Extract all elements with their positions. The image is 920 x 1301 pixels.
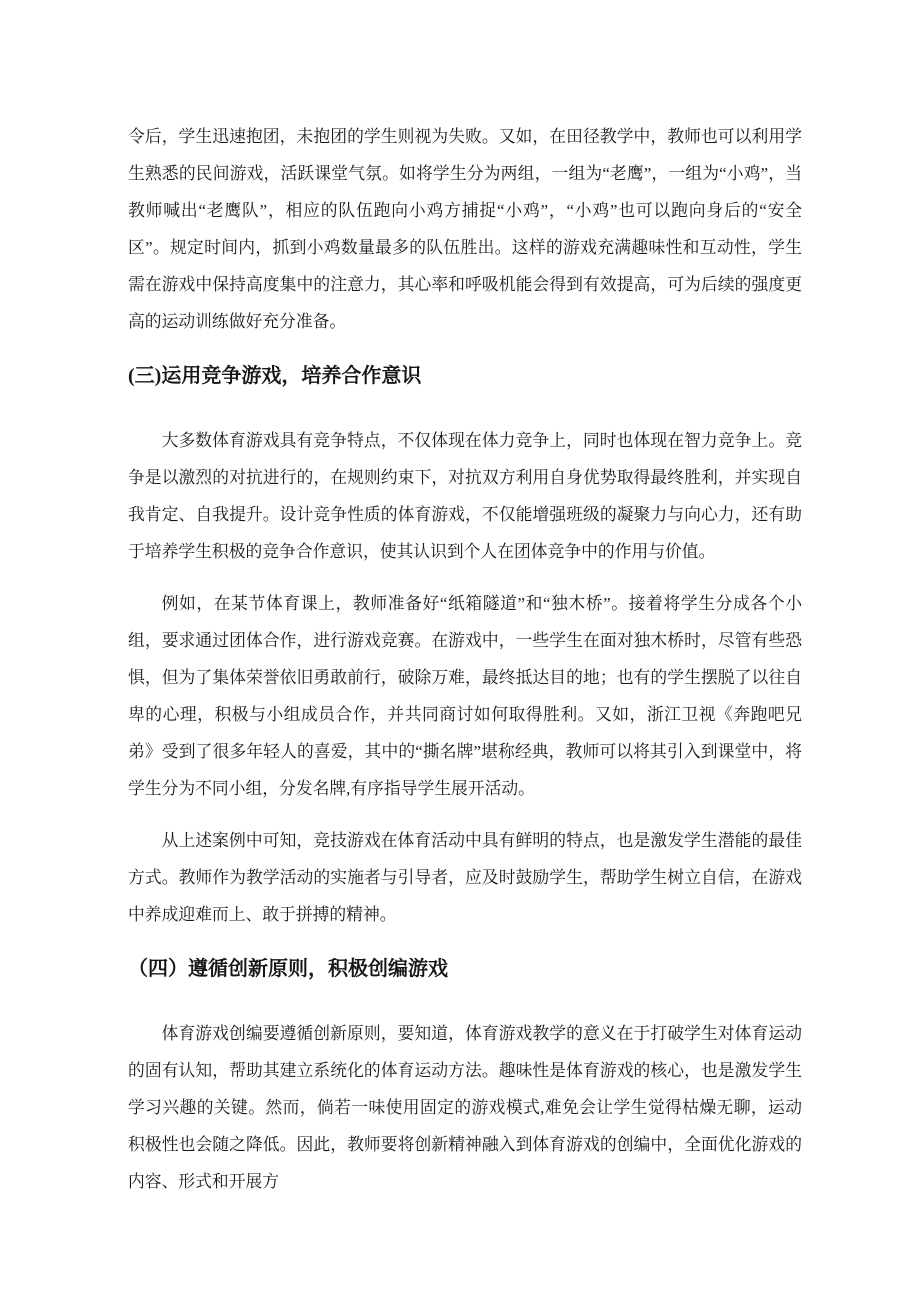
section-heading-four: （四）遵循创新原则，积极创编游戏 [128,958,448,980]
paragraph-competition-games-conclusion: 从上述案例中可知，竞技游戏在体育活动中具有鲜明的特点，也是激发学生潜能的最佳方式。教师作为教学活动的实施者与引导者，应及时鼓励学生，帮助学生树立自信，在游戏中养成迎难而上、敢于拼搏的精神。 [128,831,802,924]
paragraph-continued-from-previous-page: 令后，学生迅速抱团，未抱团的学生则视为失败。又如，在田径教学中，教师也可以利用学生熟悉的民间游戏，活跃课堂气氛。如将学生分为两组，一组为“老鹰”，一组为“小鸡”，当教师喊出“老鹰队”，相应的队伍跑向小鸡方捕捉“小鸡”，“小鸡”也可以跑向身后的“安全区”。规定时间内，抓到小鸡数量最多的队伍胜出。这样的游戏充满趣味性和互动性，学生需在游戏中保持高度集中的注意力，其心率和呼吸机能会得到有效提高，可为后续的强度更高的运动训练做好充分准备。 [128,127,802,331]
paragraph-competition-games-intro: 大多数体育游戏具有竞争特点，不仅体现在体力竞争上，同时也体现在智力竞争上。竞争是以激烈的对抗进行的，在规则约束下，对抗双方利用自身优势取得最终胜利，并实现自我肯定、自我提升。设计竞争性质的体育游戏，不仅能增强班级的凝聚力与向心力，还有助于培养学生积极的竞争合作意识，使其认识到个人在团体竞争中的作用与价值。 [128,431,802,561]
paragraph-competition-games-example: 例如，在某节体育课上，教师准备好“纸箱隧道”和“独木桥”。接着将学生分成各个小组，要求通过团体合作，进行游戏竞赛。在游戏中，一些学生在面对独木桥时，尽管有些恐惧，但为了集体荣誉依旧勇敢前行，破除万难，最终抵达目的地；也有的学生摆脱了以往自卑的心理，积极与小组成员合作，并共同商讨如何取得胜利。又如，浙江卫视《奔跑吧兄弟》受到了很多年轻人的喜爱，其中的“撕名牌”堪称经典，教师可以将其引入到课堂中，将学生分为不同小组，分发名牌,有序指导学生展开活动。 [128,594,802,798]
paragraph-innovation-principle: 体育游戏创编要遵循创新原则，要知道，体育游戏教学的意义在于打破学生对体育运动的固有认知，帮助其建立系统化的体育运动方法。趣味性是体育游戏的核心，也是激发学生学习兴趣的关键。然而，倘若一味使用固定的游戏模式,难免会让学生觉得枯燥无聊，运动积极性也会随之降低。因此，教师要将创新精神融入到体育游戏的创编中，全面优化游戏的内容、形式和开展方 [128,1024,802,1191]
section-heading-three: (三)运用竞争游戏，培养合作意识 [128,365,422,387]
document-body [128,118,802,1200]
